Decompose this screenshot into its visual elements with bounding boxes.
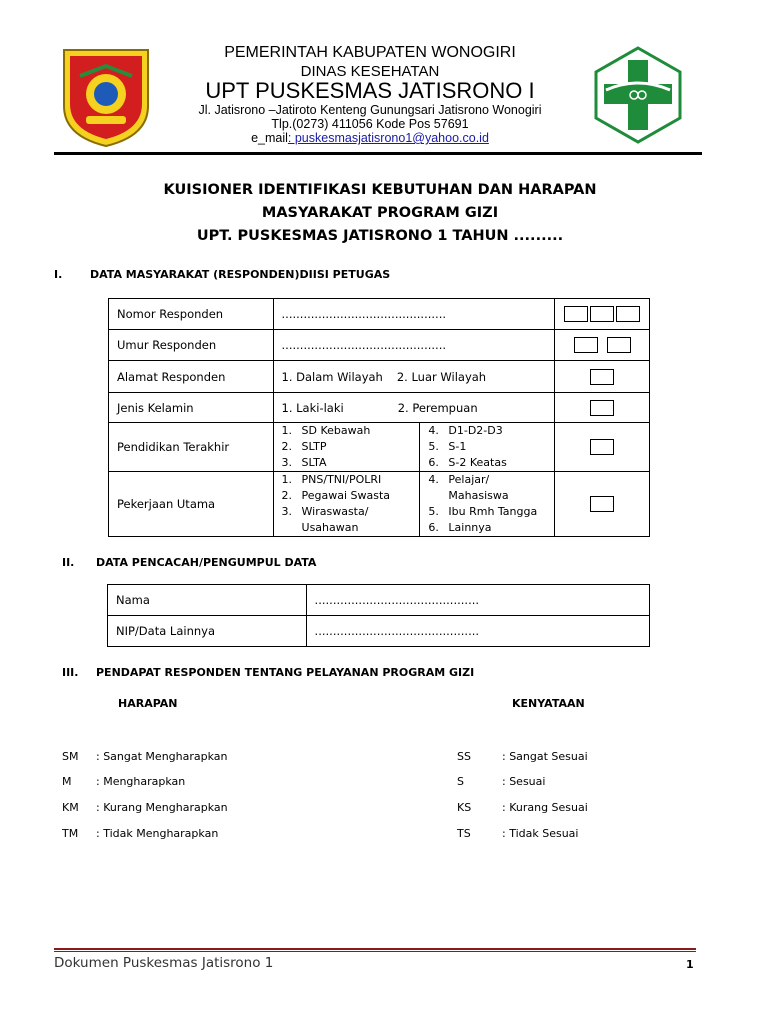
harapan-heading: HARAPAN — [118, 697, 178, 710]
kenyataan-desc: : Kurang Sesuai — [502, 801, 588, 814]
puskesmas-logo — [594, 46, 682, 144]
checkbox[interactable] — [590, 439, 614, 455]
nama-label: Nama — [108, 585, 307, 616]
doc-title-line3: UPT. PUSKESMAS JATISRONO 1 TAHUN ......... — [196, 228, 564, 244]
email-label: e_mail — [251, 131, 288, 145]
list-item: 5. S-1 — [428, 440, 467, 453]
list-item: 4. D1-D2-D3 — [428, 424, 503, 437]
table-row — [108, 585, 650, 616]
list-item: Mahasiswa — [448, 489, 509, 502]
jenis-opt2: 2. Perempuan — [397, 400, 478, 415]
pendidikan-boxes — [555, 423, 650, 472]
nama-field[interactable]: ............................................. — [306, 585, 649, 616]
checkbox[interactable] — [590, 496, 614, 512]
umur-boxes — [555, 330, 650, 361]
footer-divider-thin — [54, 951, 696, 952]
checkbox[interactable] — [564, 306, 588, 322]
nip-field[interactable]: ............................................. — [306, 616, 649, 647]
harapan-code: TM — [62, 827, 79, 840]
pendidikan-label: Pendidikan Terakhir — [109, 423, 274, 472]
section2-num: II. — [62, 556, 75, 569]
checkbox[interactable] — [616, 306, 640, 322]
table-row — [108, 616, 650, 647]
list-item: 6. S-2 Keatas — [428, 456, 507, 469]
header-agency: DINAS KESEHATAN — [300, 63, 440, 80]
jenis-label: Jenis Kelamin — [109, 393, 274, 423]
jenis-opt1: 1. Laki-laki — [281, 400, 344, 415]
nomor-label: Nomor Responden — [109, 299, 274, 330]
doc-title-line1: KUISIONER IDENTIFIKASI KEBUTUHAN DAN HARAPAN — [163, 182, 597, 198]
doc-title-line2: MASYARAKAT PROGRAM GIZI — [261, 205, 499, 221]
footer-divider — [54, 948, 696, 950]
footer-text: Dokumen Puskesmas Jatisrono 1 — [54, 955, 274, 971]
harapan-code: M — [62, 775, 72, 788]
list-item: 2. Pegawai Swasta — [281, 489, 391, 502]
pekerjaan-left — [273, 472, 420, 537]
checkbox[interactable] — [590, 306, 614, 322]
wonogiri-emblem-logo — [60, 46, 152, 148]
harapan-desc: : Mengharapkan — [96, 775, 186, 788]
nomor-field[interactable]: ............................................. — [273, 299, 555, 330]
enumerator-table — [107, 584, 650, 647]
kenyataan-desc: : Tidak Sesuai — [502, 827, 579, 840]
harapan-desc: : Tidak Mengharapkan — [96, 827, 219, 840]
pekerjaan-label: Pekerjaan Utama — [109, 472, 274, 537]
alamat-boxes — [555, 361, 650, 393]
header-phone: Tlp.(0273) 411056 Kode Pos 57691 — [271, 117, 469, 131]
checkbox[interactable] — [590, 369, 614, 385]
kenyataan-code: SS — [457, 750, 471, 763]
header-institution: UPT PUSKESMAS JATISRONO I — [205, 78, 535, 103]
umur-label: Umur Responden — [109, 330, 274, 361]
jenis-options — [273, 393, 555, 423]
harapan-desc: : Sangat Mengharapkan — [96, 750, 228, 763]
table-row — [109, 330, 650, 361]
alamat-opt2: 2. Luar Wilayah — [396, 369, 487, 384]
kenyataan-code: TS — [457, 827, 471, 840]
nomor-boxes — [555, 299, 650, 330]
page-number: 1 — [686, 958, 694, 971]
kenyataan-desc: : Sesuai — [502, 775, 546, 788]
section1-num: I. — [54, 268, 63, 281]
table-row — [109, 299, 650, 330]
section3-num: III. — [62, 666, 79, 679]
checkbox[interactable] — [607, 337, 631, 353]
list-item: 1. PNS/TNI/POLRI — [281, 473, 382, 486]
harapan-desc: : Kurang Mengharapkan — [96, 801, 228, 814]
list-item: 5. Ibu Rmh Tangga — [428, 505, 538, 518]
pendidikan-right — [420, 423, 555, 472]
respondent-table — [108, 298, 650, 537]
list-item: 4. Pelajar/ — [428, 473, 490, 486]
list-item: Usahawan — [301, 521, 359, 534]
kenyataan-heading: KENYATAAN — [512, 697, 585, 710]
header-divider — [54, 152, 702, 155]
checkbox[interactable] — [590, 400, 614, 416]
kenyataan-code: KS — [457, 801, 472, 814]
table-row — [109, 393, 650, 423]
section3-title: PENDAPAT RESPONDEN TENTANG PELAYANAN PROGRAM GIZI — [96, 666, 475, 679]
pendidikan-left — [273, 423, 420, 472]
alamat-opt1: 1. Dalam Wilayah — [281, 369, 383, 384]
table-row — [109, 423, 650, 472]
pekerjaan-right — [420, 472, 555, 537]
list-item: 6. Lainnya — [428, 521, 492, 534]
list-item: 1. SD Kebawah — [281, 424, 371, 437]
pekerjaan-boxes — [555, 472, 650, 537]
harapan-code: KM — [62, 801, 79, 814]
kenyataan-code: S — [457, 775, 464, 788]
header-email — [150, 131, 590, 145]
header-government: PEMERINTAH KABUPATEN WONOGIRI — [224, 44, 516, 61]
list-item: 2. SLTP — [281, 440, 327, 453]
table-row — [109, 472, 650, 537]
alamat-label: Alamat Responden — [109, 361, 274, 393]
alamat-options — [273, 361, 555, 393]
umur-field[interactable]: ............................................. — [273, 330, 555, 361]
harapan-code: SM — [62, 750, 79, 763]
table-row — [109, 361, 650, 393]
nip-label: NIP/Data Lainnya — [108, 616, 307, 647]
jenis-boxes — [555, 393, 650, 423]
list-item: 3. SLTA — [281, 456, 327, 469]
checkbox[interactable] — [574, 337, 598, 353]
header-address: Jl. Jatisrono –Jatiroto Kenteng Gunungsari Jatisrono Wonogiri — [198, 103, 542, 117]
email-link[interactable]: : puskesmasjatisrono1@yahoo.co.id — [287, 131, 489, 145]
section1-title: DATA MASYARAKAT (RESPONDEN)DIISI PETUGAS — [90, 268, 391, 281]
list-item: 3. Wiraswasta/ — [281, 505, 369, 518]
section2-title: DATA PENCACAH/PENGUMPUL DATA — [96, 556, 317, 569]
kenyataan-desc: : Sangat Sesuai — [502, 750, 588, 763]
